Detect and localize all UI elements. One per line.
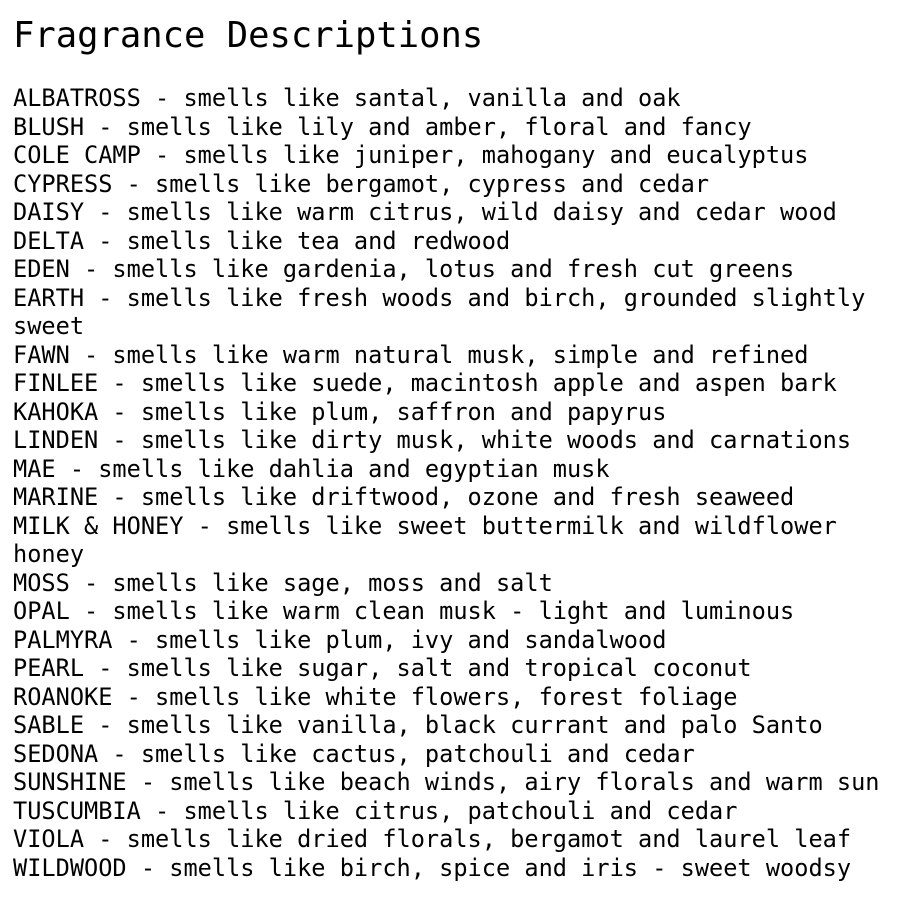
fragrance-entry xyxy=(13,512,893,569)
fragrance-entry-line: DAISY - smells like warm citrus, wild daisy and cedar wood xyxy=(13,198,837,226)
fragrance-entry-line: ROANOKE - smells like white flowers, forest foliage xyxy=(13,682,738,711)
fragrance-entry-line: WILDWOOD - smells like birch, spice and iris - sweet woodsy xyxy=(13,853,852,882)
fragrance-entry-line: KAHOKA - smells like plum, saffron and papyrus xyxy=(13,397,667,426)
fragrance-entry xyxy=(13,854,893,883)
fragrance-entry-line: honey xyxy=(13,540,85,568)
fragrance-entry-line: MOSS - smells like sage, moss and salt xyxy=(13,568,553,597)
fragrance-entry-line: CYPRESS - smells like bergamot, cypress and cedar xyxy=(13,169,710,198)
fragrance-entry-line: BLUSH - smells like lily and amber, floral and fancy xyxy=(13,112,752,141)
fragrance-entry xyxy=(13,740,893,769)
fragrance-entry-line: TUSCUMBIA - smells like citrus, patchouli and cedar xyxy=(13,796,738,825)
fragrance-entry xyxy=(13,369,893,398)
fragrance-entry-line: PALMYRA - smells like plum, ivy and sandalwood xyxy=(13,625,667,654)
fragrance-entry xyxy=(13,341,893,370)
fragrance-entry-line: EARTH - smells like fresh woods and birch, grounded slightly xyxy=(13,283,866,312)
fragrance-entry-line: MAE - smells like dahlia and egyptian musk xyxy=(13,454,610,483)
fragrance-entry-line: sweet xyxy=(13,312,85,340)
fragrance-entry xyxy=(13,626,893,655)
fragrance-entry-line: LINDEN - smells like dirty musk, white woods and carnations xyxy=(13,426,852,454)
fragrance-entry-line: SEDONA - smells like cactus, patchouli and cedar xyxy=(13,739,695,768)
fragrance-entry xyxy=(13,797,893,826)
fragrance-entry xyxy=(13,141,893,170)
fragrance-entry-line: SABLE - smells like vanilla, black currant and palo Santo xyxy=(13,711,823,739)
fragrance-entry xyxy=(13,683,893,712)
fragrance-entry xyxy=(13,170,893,199)
fragrance-entry xyxy=(13,711,893,740)
fragrance-entry xyxy=(13,255,893,284)
fragrance-entry-line: COLE CAMP - smells like juniper, mahogany and eucalyptus xyxy=(13,141,809,169)
fragrance-list xyxy=(13,84,893,882)
fragrance-entry-line: SUNSHINE - smells like beach winds, airy florals and warm sun xyxy=(13,768,880,796)
page-title: Fragrance Descriptions xyxy=(13,15,484,56)
fragrance-entry-line: MILK & HONEY - smells like sweet buttermilk and wildflower xyxy=(13,511,837,540)
fragrance-entry xyxy=(13,654,893,683)
fragrance-entry xyxy=(13,398,893,427)
fragrance-entry-line: FINLEE - smells like suede, macintosh apple and aspen bark xyxy=(13,369,837,397)
fragrance-entry-line: OPAL - smells like warm clean musk - light and luminous xyxy=(13,597,795,625)
fragrance-entry xyxy=(13,483,893,512)
fragrance-entry-line: FAWN - smells like warm natural musk, simple and refined xyxy=(13,340,809,369)
fragrance-entry xyxy=(13,569,893,598)
fragrance-entry-line: MARINE - smells like driftwood, ozone and fresh seaweed xyxy=(13,483,795,511)
fragrance-entry-line: DELTA - smells like tea and redwood xyxy=(13,226,511,255)
fragrance-entry-line: PEARL - smells like sugar, salt and tropical coconut xyxy=(13,654,752,682)
fragrance-entry xyxy=(13,227,893,256)
fragrance-entry xyxy=(13,113,893,142)
fragrance-entry xyxy=(13,597,893,626)
fragrance-entry-line: ALBATROSS - smells like santal, vanilla and oak xyxy=(13,84,681,112)
fragrance-entry xyxy=(13,84,893,113)
fragrance-entry xyxy=(13,455,893,484)
fragrance-entry xyxy=(13,284,893,341)
fragrance-entry xyxy=(13,198,893,227)
fragrance-entry-line: VIOLA - smells like dried florals, bergamot and laurel leaf xyxy=(13,825,852,853)
fragrance-entry-line: EDEN - smells like gardenia, lotus and fresh cut greens xyxy=(13,255,795,283)
fragrance-entry xyxy=(13,825,893,854)
fragrance-entry xyxy=(13,426,893,455)
fragrance-entry xyxy=(13,768,893,797)
